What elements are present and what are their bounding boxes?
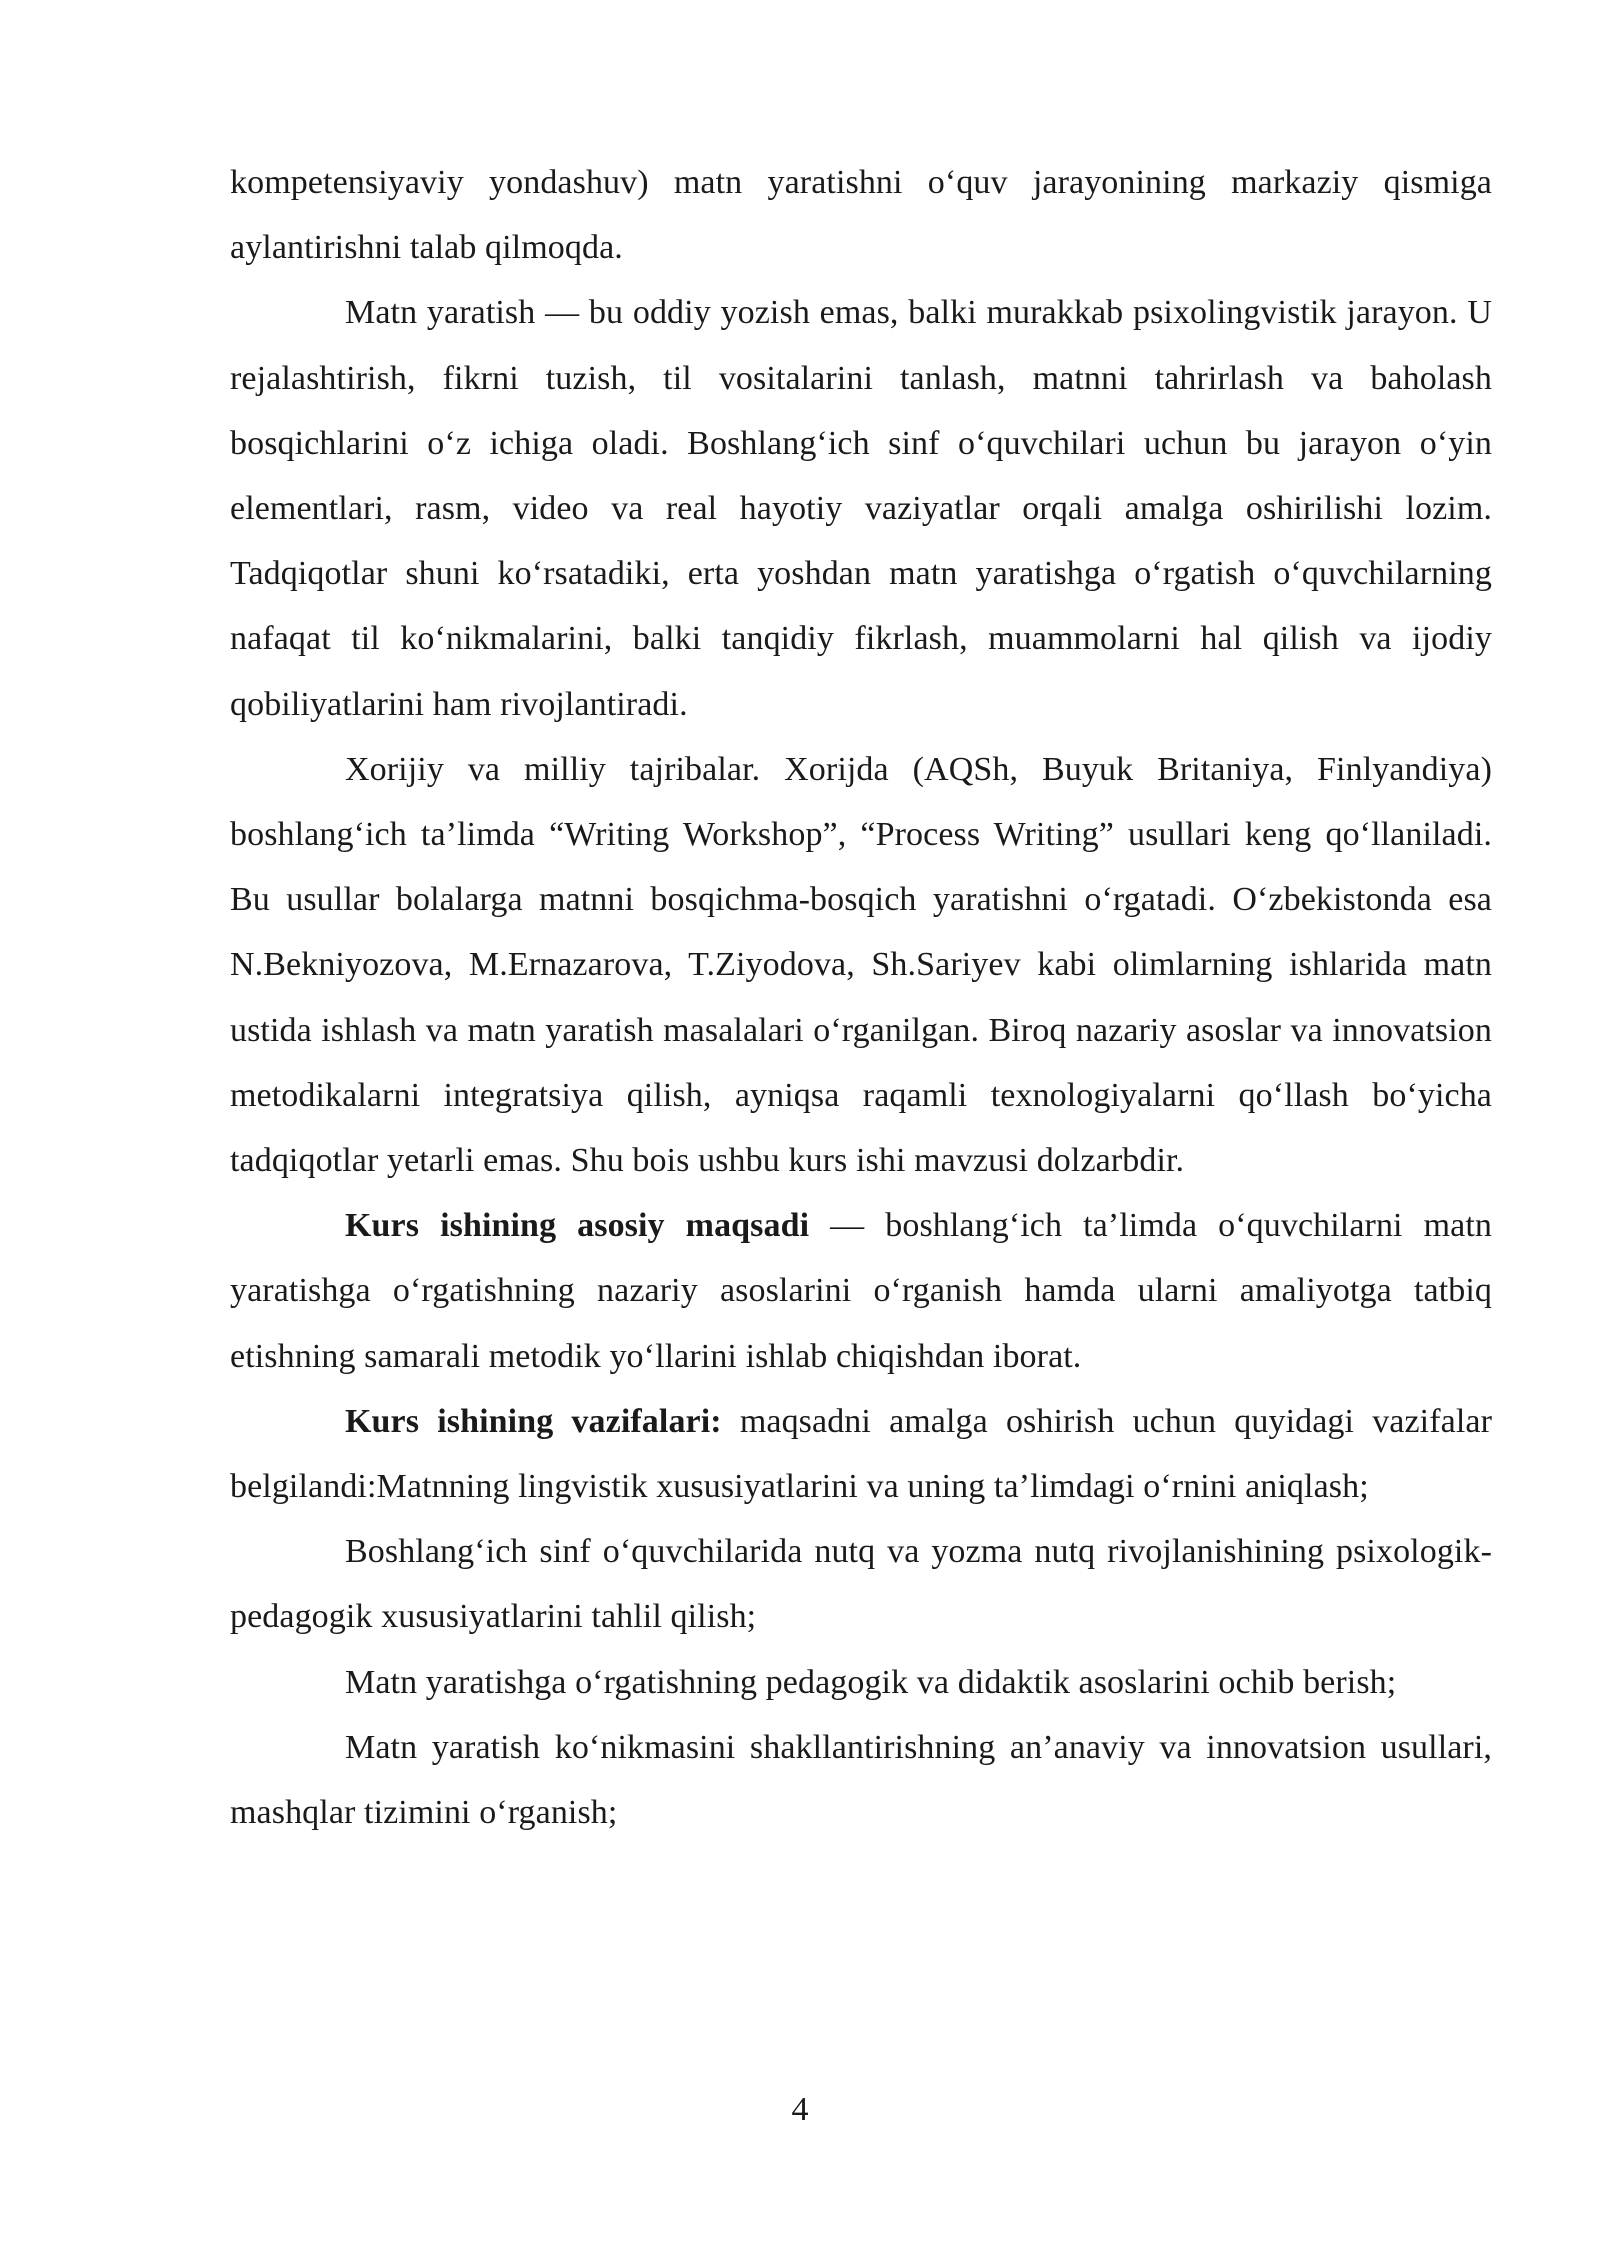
paragraph-lead-bold: Kurs ishining vazifalari: <box>345 1402 722 1440</box>
paragraph-text: Xorijiy va milliy tajribalar. Xorijda (AQSh, Buyuk Britaniya, Finlyandiya) boshlang‘ich ta’limda “Writing Workshop”, “Process Writing” usullari keng qo‘llaniladi. Bu usullar bolalarga matnni bosqichma-bosqich yaratishni o‘rgatadi. O‘zbekistonda esa N.Bekniyozova, M.Ernazarova, T.Ziyodova, Sh.Sariyev kabi olimlarning ishlarida matn ustida ishlash va matn yaratish masalalari o‘rganilgan. Biroq nazariy asoslar va innovatsion metodikalarni integratsiya qilish, ayniqsa raqamli texnologiyalarni qo‘llash bo‘yicha tadqiqotlar yetarli emas. Shu bois ushbu kurs ishi mavzusi dolzarbdir. <box>230 750 1492 1180</box>
paragraph-task-methods <box>230 1715 1492 1845</box>
paragraph-tasks <box>230 1389 1492 1519</box>
paragraph-intro-continuation <box>230 150 1492 280</box>
page-number: 4 <box>791 2091 809 2128</box>
paragraph-task-didactics <box>230 1650 1492 1715</box>
document-page <box>230 150 1492 1845</box>
paragraph-text-creation <box>230 280 1492 736</box>
paragraph-text: Matn yaratish ko‘nikmasini shakllantirishning an’anaviy va innovatsion usullari, mashqlar tizimini o‘rganish; <box>230 1728 1492 1832</box>
paragraph-lead-bold: Kurs ishining asosiy maqsadi <box>345 1207 810 1245</box>
paragraph-text: Matn yaratishga o‘rgatishning pedagogik va didaktik asoslarini ochib berish; <box>345 1663 1397 1701</box>
paragraph-text: — boshlang‘ich ta’limda o‘quvchilarni matn yaratishga o‘rgatishning nazariy asoslarini o‘rganish hamda ularni amaliyotga tatbiq etishning samarali metodik yo‘llarini ishlab chiqishdan iborat. <box>230 1207 1492 1375</box>
paragraph-foreign-national-experience <box>230 737 1492 1193</box>
paragraph-task-psychology <box>230 1519 1492 1649</box>
paragraph-text: maqsadni amalga oshirish uchun quyidagi vazifalar belgilandi:Matnning lingvistik xususiyatlarini va uning ta’limdagi o‘rnini aniqlash; <box>230 1402 1493 1506</box>
paragraph-text: kompetensiyaviy yondashuv) matn yaratishni o‘quv jarayonining markaziy qismiga aylantirishni talab qilmoqda. <box>230 164 1492 267</box>
paragraph-text: Boshlang‘ich sinf o‘quvchilarida nutq va yozma nutq rivojlanishining psixologik-pedagogik xususiyatlarini tahlil qilish; <box>230 1533 1492 1636</box>
paragraph-text: Matn yaratish — bu oddiy yozish emas, balki murakkab psixolingvistik jarayon. U rejalashtirish, fikrni tuzish, til vositalarini tanlash, matnni tahrirlash va baholash bosqichlarini o‘z ichiga oladi. Boshlang‘ich sinf o‘quvchilari uchun bu jarayon o‘yin elementlari, rasm, video va real hayotiy vaziyatlar orqali amalga oshirilishi lozim. Tadqiqotlar shuni ko‘rsatadiki, erta yoshdan matn yaratishga o‘rgatish o‘quvchilarning nafaqat til ko‘nikmalarini, balki tanqidiy fikrlash, muammolarni hal qilish va ijodiy qobiliyatlarini ham rivojlantiradi. <box>230 294 1492 723</box>
paragraph-main-goal <box>230 1193 1492 1389</box>
